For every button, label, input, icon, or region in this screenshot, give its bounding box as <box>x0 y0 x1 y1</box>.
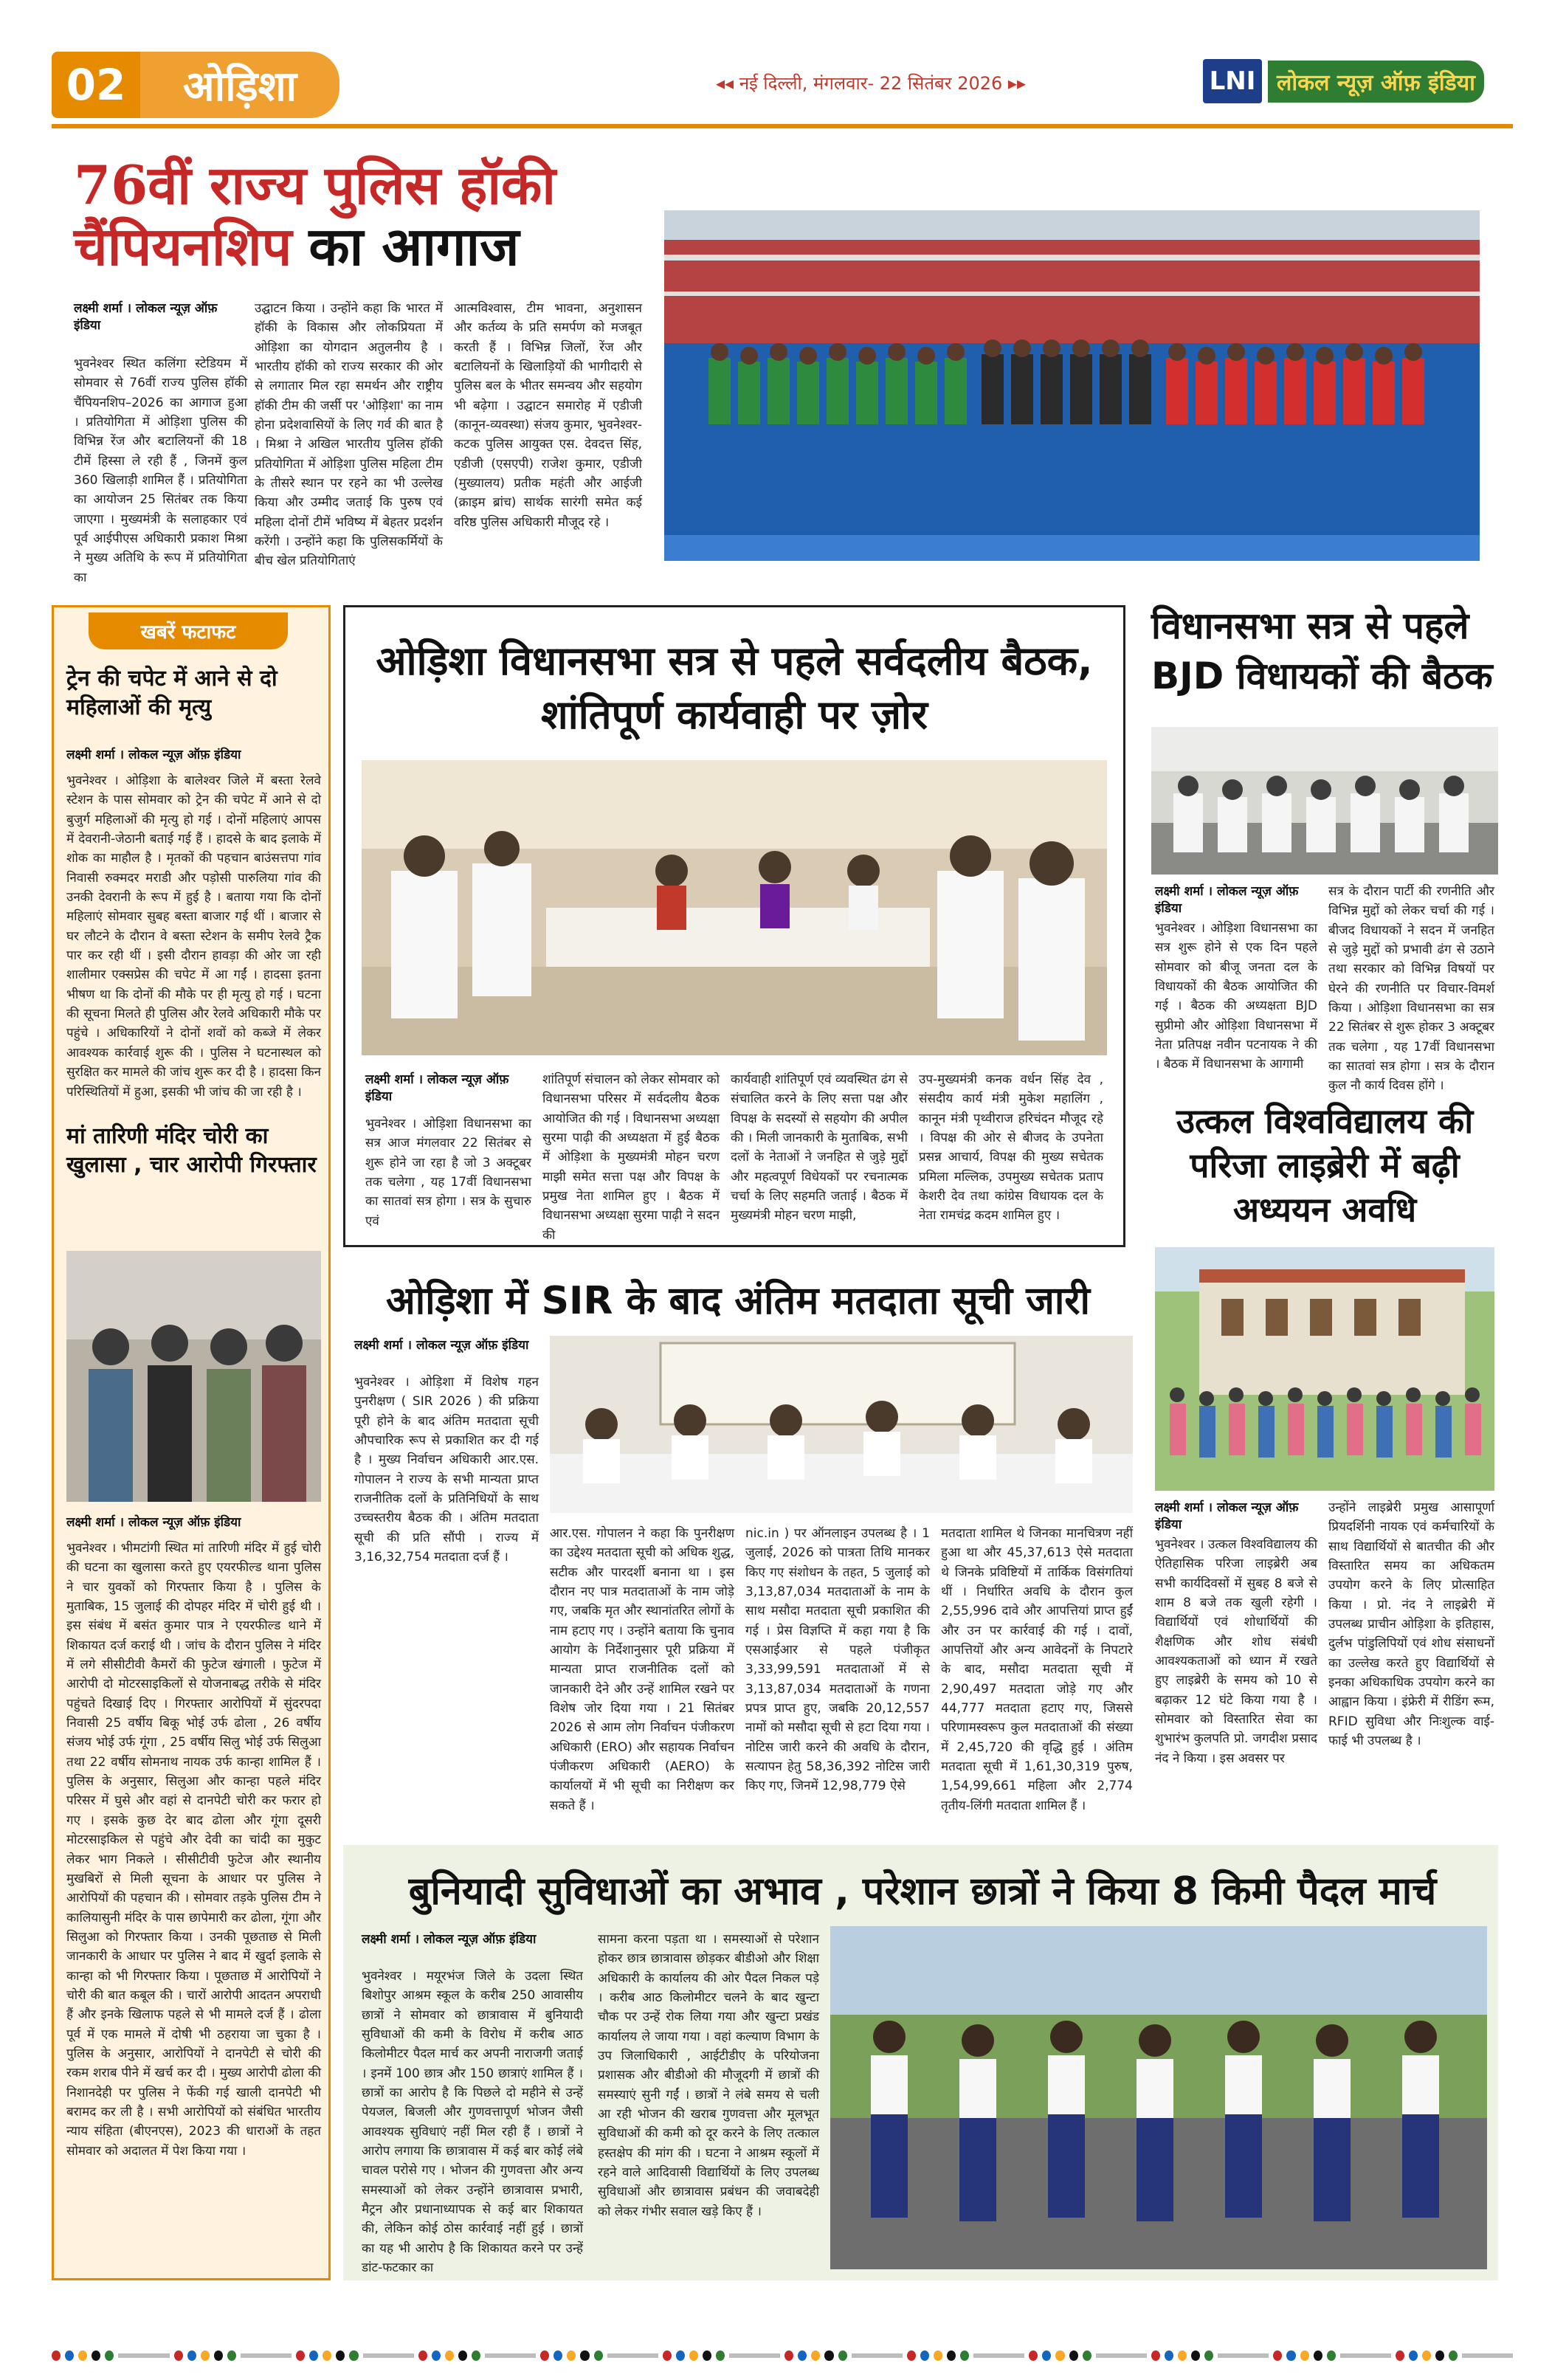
registration-dot <box>201 2350 210 2361</box>
registration-dot <box>1083 2350 1091 2361</box>
registration-bar <box>607 2353 658 2358</box>
story4-col1: भुवनेश्वर । उत्कल विश्वविद्यालय की ऐतिहासिक परिजा लाइब्रेरी अब सभी कार्यदिवसों में सुबह 8 बजे से शाम 8 बजे तक खुली रहेगी । विद्यार्थियों एवं शोधार्थियों की शैक्षणिक और शोध संबंधी आवश्यकताओं को ध्यान में रखते हुए लाइब्रेरी के समय को 10 से बढ़ाकर 12 घंटे किया गया है । सोमवार को विस्तारित सेवा का शुभारंभ कुलपति प्रो. जगदीश प्रसाद नंद ने किया । इस अवसर पर <box>1155 1537 1317 1766</box>
story3-headline: विधानसभा सत्र से पहले BJD विधायकों की बैठक <box>1151 604 1493 697</box>
registration-dot <box>540 2350 549 2361</box>
page-number: 02 <box>52 52 140 118</box>
registration-dot <box>1273 2350 1282 2361</box>
story6-col1: भुवनेश्वर । मयूरभंज जिले के उदला स्थित बिशोपुर आश्रम स्कूल के करीब 250 आवासीय छात्रों ने सोमवार को छात्रावास में बुनियादी सुविधाओं की कमी के विरोध में करीब आठ किलोमीटर पैदल मार्च कर अपनी नाराजगी जताई । इनमें 100 छात्र और 150 छात्राएं शामिल हैं । छात्रों का आरोप है कि पिछले दो महीने से उन्हें पेयजल, बिजली और गुणवत्तापूर्ण भोजन जैसी आवश्यक सुविधाएं नहीं मिल रही हैं । छात्रों ने आरोप लगाया कि छात्रावास में कई बार कोई लंबे चावल परोसे गए । भोजन की गुणवत्ता और अन्य समस्याओं को लेकर उन्होंने छात्रावास प्रभारी, मैट्रन और प्रधानाध्यापक से कई बार शिकायत की, लेकिन कोई ठोस कार्रवाई नहीं हुई । छात्रों का यह भी आरोप है कि शिकायत करने पर उन्हें डांट-फटकार का <box>362 1969 583 2276</box>
story5-col4: मतदाता शामिल थे जिनका मानचित्रण नहीं हुआ था और 45,37,613 ऐसे मतदाता थे जिनके प्रविष्टियों में तार्किक विसंगतियां थीं । निर्धारित अवधि के दौरान कुल 2,55,996 दावे और आपत्तियां प्राप्त हुईं और उन पर कार्रवाई की गई । दावों, आपत्तियों और अन्य आवेदनों के निपटारे के बाद, मसौदा मतदाता सूची में 2,90,497 मतदाता जोड़े गए और 44,777 मतदाता हटाए गए, जिससे परिणामस्वरूप कुल मतदाताओं की संख्या में 2,45,720 की वृद्धि हुई । अंतिम मतदाता सूची में 1,61,30,319 पुरुष, 1,54,99,661 महिला और 2,774 तृतीय-लिंगी मतदाता शामिल हैं । <box>941 1526 1133 1813</box>
story5-col1-cont <box>354 1520 539 1889</box>
registration-bar <box>118 2353 169 2358</box>
registration-dot <box>1409 2350 1418 2361</box>
students-march-photo <box>830 1926 1487 2269</box>
story4-headline: उत्कल विश्वविद्यालय की परिजा लाइब्रेरी में बढ़ी अध्ययन अवधि <box>1176 1101 1474 1229</box>
date-text: नई दिल्ली, मंगलवार- 22 सितंबर 2026 <box>739 73 1003 94</box>
registration-dot <box>309 2350 318 2361</box>
brief2-body: भुवनेश्वर । भीमटांगी स्थित मां तारिणी मंदिर में हुई चोरी की घटना का खुलासा करते हुए एयरफील्ड थाना पुलिस ने चार युवकों को गिरफ्तार किया है । पुलिस के मुताबिक, 15 जुलाई की दोपहर मंदिर में चोरी हुई थी । इस संबंध में बसंत कुमार पात्र ने एयरफील्ड थाने में शिकायत दर्ज कराई थी । जांच के दौरान पुलिस ने मंदिर में लगे सीसीटीवी कैमरों की फुटेज खंगाली । फुटेज में आरोपी दो मोटरसाइकिलों से योजनाबद्ध तरीके से मंदिर पहुंचते दिखाई दिए । गिरफ्तार आरोपियों में सुंदरपदा निवासी 25 वर्षीय बिकू भोई उर्फ ढोला , 26 वर्षीय संजय भोई उर्फ गूंगा , 25 वर्षीय सिलु भोई उर्फ सिलुआ तथा 22 वर्षीय सोमनाथ नायक उर्फ कान्हा शामिल हैं । पुलिस के अनुसार, सिलुआ और कान्हा पहले मंदिर परिसर में घुसे और वहां से दानपेटी चोरी कर फरार हो गए । इसके कुछ देर बाद ढोला और गूंगा दूसरी मोटरसाइकिल से पहुंचे और देवी का चांदी का मुकुट लेकर भाग निकले । सीसीटीवी फुटेज और स्थानीय मुखबिरों से मिली सूचना के आधार पर पुलिस ने आरोपियों की पहचान की । सोमवार तड़के पुलिस टीम ने कालियासुनी मंदिर के पास छापेमारी कर ढोला, गूंगा और सिलुआ को गिरफ्तार किया । उनकी पूछताछ से मिली जानकारी के आधार पर पुलिस ने बाद में खुर्दा इलाके से कान्हा को भी गिरफ्तार किया । पूछताछ में आरोपियों ने चोरी की बात कबूल की । चारों आरोपी आदतन अपराधी हैं और इनके खिलाफ पहले से भी मामले दर्ज हैं । ढोला पूर्व में एक मामले में दोषी भी ठहराया जा चुका है । पुलिस के अनुसार, आरोपियों ने दानपेटी से चोरी की रकम शराब पीने में खर्च कर दी । मुख्य आरोपी ढोला की निशानदेही पर पुलिस ने फेंकी गई खाली दानपेटी भी बरामद कर ली है । सभी आरोपियों को संबंधित भारतीय न्याय संहिता (बीएनएस), 2023 की धाराओं के तहत सोमवार को अदालत में पेश किया गया । <box>66 1541 321 2159</box>
registration-dot <box>1286 2350 1295 2361</box>
section-title: ओड़िशा <box>140 52 339 118</box>
registration-bar <box>1340 2353 1391 2358</box>
registration-dot <box>824 2350 833 2361</box>
registration-dot <box>811 2350 820 2361</box>
story5-byline: लक्ष्मी शर्मा । लोकल न्यूज़ ऑफ़ इंडिया <box>354 1338 529 1353</box>
registration-dot <box>663 2350 672 2361</box>
registration-dot <box>934 2350 942 2361</box>
library-building-illustration <box>1155 1247 1494 1491</box>
registration-dot <box>418 2350 427 2361</box>
registration-dot <box>716 2350 725 2361</box>
story6-headline: बुनियादी सुविधाओं का अभाव , परेशान छात्रों ने किया 8 किमी पैदल मार्च <box>408 1869 1437 1914</box>
registration-dot <box>52 2350 61 2361</box>
registration-dot <box>1055 2350 1064 2361</box>
registration-bar <box>485 2353 536 2358</box>
registration-dot <box>784 2350 793 2361</box>
registration-dot <box>689 2350 698 2361</box>
accused-group-illustration <box>66 1251 321 1502</box>
registration-dot <box>580 2350 589 2361</box>
registration-dot <box>703 2350 711 2361</box>
story1-byline: लक्ष्मी शर्मा । लोकल न्यूज़ ऑफ़ इंडिया <box>74 301 218 333</box>
meeting-room-illustration <box>362 760 1107 1055</box>
registration-dot <box>1151 2350 1160 2361</box>
registration-dot <box>296 2350 305 2361</box>
registration-dot <box>1327 2350 1336 2361</box>
story1-col3: आत्मविश्वास, टीम भावना, अनुशासन और कर्तव्य के प्रति समर्पण को मजबूत करती हैं । विभिन्न जिलों, रेंज और बटालियनों के खिलाड़ियों की भागीदारी से पुलिस बल के भीतर समन्वय और सहयोग भी बढ़ेगा । उद्घाटन समारोह में एडीजी (कानून-व्यवस्था) संजय कुमार, भुवनेश्वर- कटक पुलिस आयुक्त एस. देवदत्त सिंह, एडीजी (एसएपी) राजेश कुमार, एडीजी (मुख्यालय) प्रतीक महंती और आईजी (क्राइम ब्रांच) सार्थक सारंगी समेत कई वरिष्ठ पुलिस अधिकारी मौजूद रहे । <box>454 301 642 530</box>
brief2-byline: लक्ष्मी शर्मा । लोकल न्यूज़ ऑफ़ इंडिया <box>66 1515 241 1530</box>
story2-byline: लक्ष्मी शर्मा । लोकल न्यूज़ ऑफ़ इंडिया <box>365 1072 509 1104</box>
registration-dot <box>1300 2350 1309 2361</box>
story1-headline-line2 <box>74 216 649 277</box>
registration-dot <box>594 2350 603 2361</box>
registration-dot <box>336 2350 345 2361</box>
publication-logo <box>1203 52 1513 111</box>
registration-dot <box>65 2350 74 2361</box>
bjd-meeting-photo <box>1151 727 1498 875</box>
registration-dot <box>1204 2350 1213 2361</box>
hockey-stadium-illustration <box>664 210 1480 561</box>
registration-dot <box>445 2350 454 2361</box>
registration-dot <box>1396 2350 1404 2361</box>
story2-col3: कार्यवाही शांतिपूर्ण एवं व्यवस्थित ढंग से संचालित करने के लिए सत्ता पक्ष और विपक्ष के सदस्यों से सहयोग की अपील की । मिली जानकारी के मुताबिक, सभी दलों के नेताओं ने जनहित से जुड़े मुद्दों और महत्वपूर्ण विधेयकों पर रचनात्मक चर्चा के लिए सहमति जताई । बैठक में मुख्यमंत्री मोहन चरण माझी, <box>731 1072 908 1224</box>
story6-byline: लक्ष्मी शर्मा । लोकल न्यूज़ ऑफ़ इंडिया <box>362 1932 537 1947</box>
registration-dot <box>1314 2350 1322 2361</box>
library-photo <box>1155 1247 1494 1491</box>
story2-col4: उप-मुख्यमंत्री कनक वर्धन सिंह देव , संसदीय कार्य मंत्री मुकेश महालिंग , कानून मंत्री पृथ्वीराज हरिचंदन मौजूद रहे । विपक्ष की ओर से बीजद के उपनेता प्रसन्न आचार्य, विपक्ष की मुख्य सचेतक प्रमिला मल्लिक, उपमुख्य सचेतक प्रताप केशरी देव तथा कांग्रेस विधायक दल के नेता रामचंद्र कदम शामिल हुए । <box>919 1072 1103 1224</box>
all-party-meeting-photo <box>362 760 1107 1055</box>
registration-dot <box>838 2350 847 2361</box>
registration-dot <box>1069 2350 1078 2361</box>
registration-bar <box>1218 2353 1269 2358</box>
story5-col2: आर.एस. गोपालन ने कहा कि पुनरीक्षण का उद्देश्य मतदाता सूची को अधिक शुद्ध, सटीक और पारदर्शी बनाना था । इस दौरान नए पात्र मतदाताओं के नाम जोड़े गए, जबकि मृत और स्थानांतरित लोगों के नाम हटाए गए । उन्होंने बताया कि चुनाव आयोग के निर्देशानुसार पूरी प्रक्रिया में मान्यता प्राप्त राजनीतिक दलों को जानकारी देने और उन्हें शामिल रखने पर विशेष जोर दिया गया । 21 सितंबर 2026 से आम लोग निर्वाचन पंजीकरण अधिकारी (ERO) और सहायक निर्वाचन पंजीकरण अधिकारी (AERO) के कार्यालयों में भी सूची का निरीक्षण कर सकते हैं । <box>550 1526 734 1813</box>
registration-bar <box>1096 2353 1147 2358</box>
hockey-team-photo <box>664 210 1480 561</box>
registration-dot <box>1191 2350 1200 2361</box>
registration-dot <box>187 2350 196 2361</box>
registration-dot <box>553 2350 562 2361</box>
story1-col2: उद्घाटन किया । उन्होंने कहा कि भारत में हॉकी के विकास और लोकप्रियता में ओड़िशा का योगदान अतुलनीय है । भारतीय हॉकी को राज्य सरकार की ओर से लगातार मिल रहा समर्थन और राष्ट्रीय हॉकी टीम की जर्सी पर 'ओड़िशा' का नाम होना प्रदेशवासियों के लिए गर्व की बात है । मिश्रा ने अखिल भारतीय पुलिस हॉकी प्रतियोगिता में ओड़िशा पुलिस महिला टीम के तीसरे स्थान पर रहने का भी उल्लेख किया और उम्मीद जताई कि पुरुष एवं महिला दोनों टीमें भविष्य में बेहतर प्रदर्शन करेंगी । उन्होंने कहा कि पुलिसकर्मियों के बीच खेल प्रतियोगिताएं <box>255 301 443 569</box>
sidebar-tab: खबरें फटाफट <box>89 613 288 649</box>
registration-dot <box>567 2350 576 2361</box>
registration-dot <box>798 2350 807 2361</box>
story1-headline-black: का आगाज <box>308 214 520 277</box>
story2-headline: ओड़िशा विधानसभा सत्र से पहले सर्वदलीय बैठक, शांतिपूर्ण कार्यवाही पर ज़ोर <box>376 638 1093 738</box>
brief1-body: भुवनेश्वर । ओड़िशा के बालेश्वर जिले में बस्ता रेलवे स्टेशन के पास सोमवार को ट्रेन की चपेट में आने से दो बुजुर्ग महिलाओं की मृत्यु हो गई । दोनों महिलाएं आपस में देवरानी-जेठानी बताई गई हैं । हादसे के बाद इलाके में शोक का माहौल है । मृतकों की पहचान बाउंसत्तपा गांव निवासी रुक्मदर मराडी और पड़ोसी पारुलिया गांव की उनकी देवरानी के रूप में हुई है । बताया गया कि दोनों महिलाएं सोमवार सुबह बस्ता बाजार गई थीं । बाजार से घर लौटने के दौरान वे बस्ता स्टेशन के समीप रेलवे ट्रैक पार कर रही थीं । इसी दौरान हावड़ा की ओर जा रही शालीमार एक्सप्रेस की चपेट में आ गईं । हादसा इतना भीषण था कि दोनों की मौके पर ही मृत्यु हो गई । घटना की सूचना मिलते ही पुलिस और रेलवे अधिकारी मौके पर पहुंचे । अधिकारियों ने दोनों शवों को कब्जे में लेकर आवश्यक कार्रवाई शुरू की । पुलिस ने घटनास्थल को सुरक्षित कर मामले की जांच शुरू कर दी है । हादसा किन परिस्थितियों में हुआ, इसकी भी जांच की जा रही है । <box>66 773 321 1100</box>
registration-dot <box>1449 2350 1458 2361</box>
registration-dot <box>458 2350 467 2361</box>
registration-bar <box>363 2353 414 2358</box>
story6-col2: सामना करना पड़ता था । समस्याओं से परेशान होकर छात्र छात्रावास छोड़कर बीडीओ और शिक्षा अधिकारी के कार्यालय की ओर पैदल निकल पड़े । करीब आठ किलोमीटर चलने के बाद खुन्टा चौक पर उन्हें रोक लिया गया और खुन्टा प्रखंड कार्यालय ले जाया गया । वहां कल्याण विभाग के उप जिलाधिकारी , आईटीडीए के परियोजना प्रशासक और बीडीओ की मौजूदगी में छात्रों की समस्याएं सुनी गईं । छात्रों ने लंबे समय से चली आ रही भोजन की खराब गुणवत्ता और मूलभूत सुविधाओं की कमी को दूर करने के लिए तत्काल हस्तक्षेप की मांग की । घटना ने आश्रम स्कूलों में रहने वाले आदिवासी विद्यार्थियों के लिए उपलब्ध सुविधाओं और छात्रावास प्रबंधन की जवाबदेही को लेकर गंभीर सवाल खड़े किए हैं । <box>598 1932 819 2219</box>
election-press-conference-photo <box>550 1336 1133 1513</box>
registration-dot <box>1178 2350 1187 2361</box>
registration-dot <box>349 2350 358 2361</box>
registration-dot <box>1029 2350 1038 2361</box>
registration-dot <box>472 2350 480 2361</box>
masthead-rule <box>52 124 1513 128</box>
story3-col2: सत्र के दौरान पार्टी की रणनीति और विभिन्न मुद्दों को लेकर चर्चा की गई । बीजद विधायकों ने सदन में जनहित से जुड़े मुद्दों को प्रभावी ढंग से उठाने तथा सरकार को विभिन्न विषयों पर घेरने की रणनीति पर विचार-विमर्श किया । ओड़िशा विधानसभा का सत्र 22 सितंबर से शुरू होकर 3 अक्टूबर तक चलेगा , यह 17वीं विधानसभा का सातवां सत्र होगा । सत्र के दौरान कुल नौ कार्य दिवस होंगे । <box>1328 884 1494 1094</box>
registration-dot <box>907 2350 916 2361</box>
story3-byline: लक्ष्मी शर्मा । लोकल न्यूज़ ऑफ़ इंडिया <box>1155 884 1299 916</box>
registration-dot <box>227 2350 236 2361</box>
registration-dot <box>432 2350 441 2361</box>
story3-col1: भुवनेश्वर । ओड़िशा विधानसभा का सत्र शुरू होने से एक दिन पहले सोमवार को बीजू जनता दल के विधायकों की बैठक आयोजित की गई । बैठक की अध्यक्षता BJD सुप्रीमो और ओड़िशा विधानसभा में नेता प्रतिपक्ष नवीन पटनायक ने की । बैठक में विधानसभा के आगामी <box>1155 921 1317 1072</box>
registration-dot <box>1422 2350 1431 2361</box>
date-line: ◂◂ नई दिल्ली, मंगलवार- 22 सितंबर 2026 ▸▸ <box>715 73 1027 94</box>
story5-col3: nic.in ) पर ऑनलाइन उपलब्ध है । 1 जुलाई, 2026 को पात्रता तिथि मानकर किए गए संशोधन के तहत, 5 जुलाई को 3,13,87,034 मतदाताओं के नाम के साथ मसौदा मतदाता सूची प्रकाशित की गई । प्रेस विज्ञप्ति में कहा गया है कि एसआईआर से पहले पंजीकृत 3,33,99,591 मतदाताओं में से 3,13,87,034 मतदाताओं के गणना प्रपत्र प्राप्त हुए, जबकि 20,12,557 नामों को मसौदा सूची से हटा दिया गया । नोटिस जारी करने की अवधि के दौरान, सत्यापन हेतु 58,36,392 नोटिस जारी किए गए, जिनमें 12,98,779 ऐसे <box>745 1526 930 1794</box>
logo-text: लोकल न्यूज़ ऑफ़ इंडिया <box>1268 61 1484 103</box>
registration-dot <box>676 2350 685 2361</box>
story2-col1: भुवनेश्वर । ओड़िशा विधानसभा का सत्र आज मंगलवार 22 सितंबर से शुरू होने जा रहा है जो 3 अक्टूबर तक चलेगा , यह 17वीं विधानसभा का सातवां सत्र होगा । सत्र के सुचारु एवं <box>365 1117 531 1229</box>
story1-headline-red: चैंपियनशिप <box>74 214 292 277</box>
registration-dot <box>78 2350 87 2361</box>
registration-dot <box>174 2350 183 2361</box>
story1-headline-line1: 76वीं राज्य पुलिस हॉकी <box>74 154 556 216</box>
registration-dot <box>947 2350 956 2361</box>
brief2-headline: मां तारिणी मंदिर चोरी का खुलासा , चार आरोपी गिरफ्तार <box>66 1123 317 1178</box>
story1-headline <box>74 155 649 277</box>
accused-photo <box>66 1251 321 1502</box>
brief1-headline: ट्रेन की चपेट में आने से दो महिलाओं की मृत्यु <box>66 666 277 720</box>
registration-dot <box>323 2350 331 2361</box>
registration-dot <box>214 2350 223 2361</box>
registration-bar <box>729 2353 780 2358</box>
brief1-byline: लक्ष्मी शर्मा । लोकल न्यूज़ ऑफ़ इंडिया <box>66 748 241 762</box>
registration-dot <box>920 2350 929 2361</box>
story4-byline: लक्ष्मी शर्मा । लोकल न्यूज़ ऑफ़ इंडिया <box>1155 1500 1299 1532</box>
registration-bar <box>973 2353 1024 2358</box>
students-march-illustration <box>830 1926 1487 2269</box>
story2-col2: शांतिपूर्ण संचालन को लेकर सोमवार को विधानसभा परिसर में सर्वदलीय बैठक आयोजित की गई । विधानसभा अध्यक्षा सुरमा पाढ़ी की अध्यक्षता में हुई बैठक में ओड़िशा के मुख्यमंत्री मोहन चरण माझी समेत सत्ता पक्ष और विपक्ष के प्रमुख नेता शामिल हुए । बैठक में विधानसभा अध्यक्षा सुरमा पाढ़ी ने सदन की <box>542 1072 720 1243</box>
story4-col2: उन्होंने लाइब्रेरी प्रमुख आसापूर्णा प्रियदर्शिनी नायक एवं कर्मचारियों के साथ विद्यार्थियों से बातचीत की और विस्तारित समय का अधिकतम उपयोग करने के लिए प्रोत्साहित किया । प्रो. नंद ने लाइब्रेरी में उपलब्ध प्राचीन ओड़िशा के इतिहास, दुर्लभ पांडुलिपियों एवं शोध संसाधनों का उल्लेख करते हुए विद्यार्थियों से इनका अधिकाधिक उपयोग करने का आह्वान किया । इंफ्रेरी में रीडिंग रूम, RFID सुविधा और निःशुल्क वाई-फाई भी उपलब्ध है । <box>1328 1500 1494 1749</box>
registration-dot <box>1435 2350 1444 2361</box>
registration-bar <box>1462 2353 1513 2358</box>
registration-bar <box>852 2353 903 2358</box>
registration-dot <box>92 2350 100 2361</box>
bjd-hall-illustration <box>1151 727 1498 875</box>
registration-dot <box>105 2350 114 2361</box>
story5-col1: भुवनेश्वर । ओड़िशा में विशेष गहन पुनरीक्षण ( SIR 2026 ) की प्रक्रिया पूरी होने के बाद अंतिम मतदाता सूची औपचारिक रूप से प्रकाशित कर दी गई है । मुख्य निर्वाचन अधिकारी आर.एस. गोपालन ने राज्य के सभी मान्यता प्राप्त राजनीतिक दलों के प्रतिनिधियों के साथ उच्चस्तरीय बैठक की । अंतिम मतदाता सूची की प्रति सौंपी । राज्य में 3,16,32,754 मतदाता दर्ज हैं । <box>354 1375 539 1565</box>
registration-dot <box>1042 2350 1051 2361</box>
press-conference-illustration <box>550 1336 1133 1513</box>
registration-dot <box>1165 2350 1173 2361</box>
footer-color-strip <box>52 2350 1513 2364</box>
registration-dot <box>960 2350 969 2361</box>
story1-col1: भुवनेश्वर स्थित कलिंगा स्टेडियम में सोमवार से 76वीं राज्य पुलिस हॉकी चैंपियनशिप–2026 का आगाज हुआ । प्रतियोगिता में ओड़िशा पुलिस की विभिन्न रेंज और बटालियनों की 18 टीमें हिस्सा ले रही हैं , जिनमें कुल 360 खिलाड़ी शामिल हैं । प्रतियोगिता का आयोजन 25 सितंबर तक किया जाएगा । मुख्यमंत्री के सलाहकार एवं पूर्व आईपीएस अधिकारी प्रकाश मिश्रा ने मुख्य अतिथि के रूप में प्रतियोगिता का <box>74 356 247 585</box>
logo-abbr: LNI <box>1203 59 1262 103</box>
registration-bar <box>241 2353 292 2358</box>
story5-headline: ओड़िशा में SIR के बाद अंतिम मतदाता सूची जारी <box>385 1279 1091 1323</box>
